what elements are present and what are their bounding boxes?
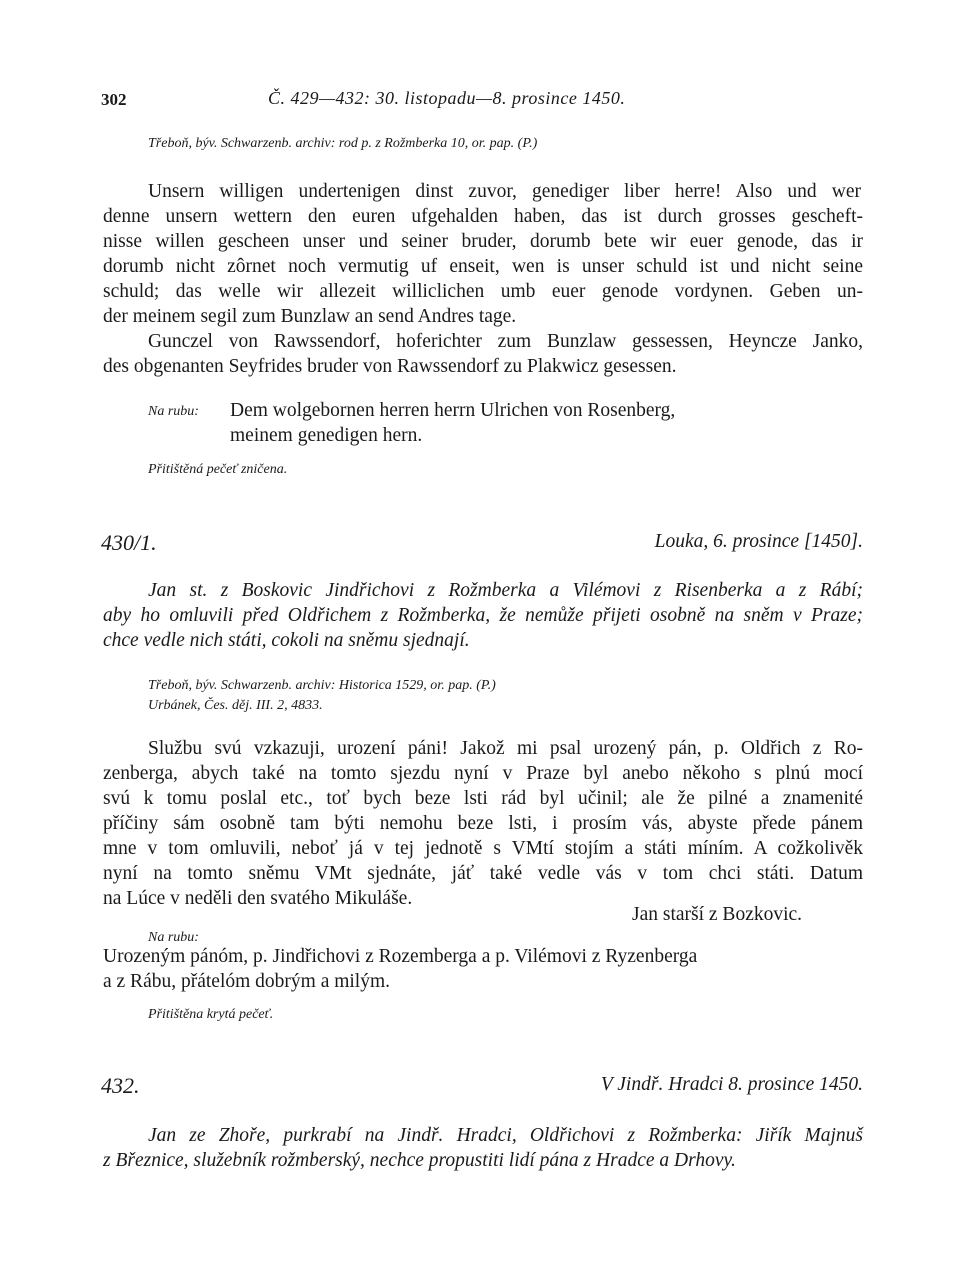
address-label: Na rubu:	[148, 930, 199, 945]
text-line: Gunczel von Rawssendorf, hoferichter zum Bunzlaw gessessen, Heyncze Janko,	[148, 331, 863, 352]
text-line: zenberga, abych také na tomto sjezdu nyní v Praze byl anebo někoho s plnú mocí	[103, 763, 863, 784]
signature: Jan starší z Bozkovic.	[632, 904, 803, 925]
summary-line: aby ho omluvili před Oldřichem z Rožmberka, že nemůže přijeti osobně na sněm v Praze;	[103, 605, 863, 626]
seal-note: Přitištěná pečeť zničena.	[148, 462, 288, 477]
text-line: der meinem segil zum Bunzlaw an send Andres tage.	[103, 306, 517, 327]
address-label: Na rubu:	[148, 404, 199, 419]
text-line: na Lúce v neděli den svatého Mikuláše.	[103, 888, 413, 909]
text-line: mne v tom omluvili, neboť já v tej jednotě s VMtí stojím a státi míním. A cožkolivěk	[103, 838, 863, 859]
place-date: V Jindř. Hradci 8. prosince 1450.	[600, 1074, 863, 1095]
text-line: Unsern willigen undertenigen dinst zuvor, genediger liber herre! Also und wer	[148, 181, 861, 202]
document-number: 432.	[101, 1073, 140, 1098]
summary-line: Jan ze Zhoře, purkrabí na Jindř. Hradci, Oldřichovi z Rožmberka: Jiřík Majnuš	[148, 1125, 863, 1146]
address-line: Urozeným pánóm, p. Jindřichovi z Rozemberga a p. Vilémovi z Ryzenberga	[103, 946, 698, 967]
text-line: nyní na tomto sněmu VMt sjednáte, jáť také vedle vás v tom chci státi. Datum	[103, 863, 863, 884]
address-line: Dem wolgebornen herren herrn Ulrichen von Rosenberg,	[230, 400, 676, 421]
source-note: Třeboň, býv. Schwarzenb. archiv: Historica 1529, or. pap. (P.)	[148, 678, 496, 693]
address-line: a z Rábu, přátelóm dobrým a milým.	[103, 971, 391, 992]
summary-line: chce vedle nich státi, cokoli na sněmu sjednají.	[103, 630, 470, 651]
summary-line: Jan st. z Boskovic Jindřichovi z Rožmberka a Vilémovi z Risenberka a z Rábí;	[148, 580, 863, 601]
running-title: Č. 429—432: 30. listopadu—8. prosince 1450.	[268, 88, 626, 108]
text-line: des obgenanten Seyfrides bruder von Rawssendorf zu Plakwicz gesessen.	[103, 356, 677, 377]
text-line: schuld; das welle wir allezeit williclichen umb euer genode vordynen. Geben un-	[103, 281, 863, 302]
text-line: Službu svú vzkazuji, urození páni! Jakož mi psal urozený pán, p. Oldřich z Ro-	[148, 738, 863, 759]
page-number: 302	[101, 90, 127, 109]
place-date: Louka, 6. prosince [1450].	[654, 531, 863, 552]
text-line: nisse willen gescheen unser und seiner bruder, dorumb bete wir euer genode, das ir	[103, 231, 863, 252]
source-note: Urbánek, Čes. děj. III. 2, 4833.	[148, 698, 323, 713]
seal-note: Přitištěna krytá pečeť.	[148, 1007, 274, 1022]
summary-line: z Březnice, služebník rožmberský, nechce propustiti lidí pána z Hradce a Drhovy.	[103, 1150, 736, 1171]
text-line: příčiny sám osobně tam býti nemohu beze lsti, i prosím vás, abyste přede pánem	[103, 813, 863, 834]
text-line: denne unsern wettern den euren ufgehalden haben, das ist durch grosses gescheft-	[103, 206, 863, 227]
text-line: svú k tomu poslal etc., toť bych beze lsti rád byl učinil; ale že pilné a znamenité	[103, 788, 863, 809]
document-number: 430/1.	[101, 530, 157, 555]
text-line: dorumb nicht zôrnet noch vermutig uf enseit, wen is unser schuld ist und nicht seine	[103, 256, 863, 277]
address-line: meinem genedigen hern.	[230, 425, 423, 446]
source-note: Třeboň, býv. Schwarzenb. archiv: rod p. z Rožmberka 10, or. pap. (P.)	[148, 136, 538, 151]
